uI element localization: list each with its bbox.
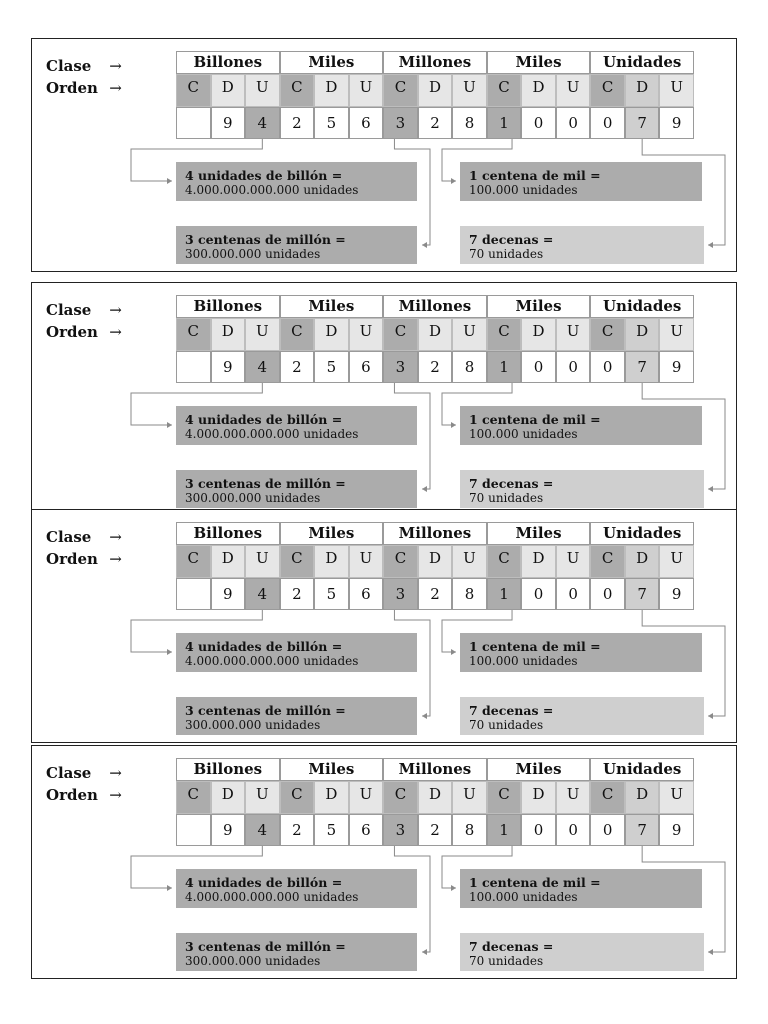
digit-cell: 0 [556,107,591,139]
class-header-cell: Unidades [590,758,694,781]
order-cell: U [452,74,487,107]
order-cell: C [383,545,418,578]
class-header-cell: Miles [280,522,384,545]
order-cell: C [590,318,625,351]
class-header-cell: Billones [176,295,280,318]
class-header-cell: Billones [176,51,280,74]
box-value: 300.000.000 unidades [185,491,321,505]
digit-cell: 1 [487,351,522,383]
box-title: 1 centena de mil = [469,639,601,654]
arrowhead-icon [167,649,172,655]
arrowhead-icon [167,422,172,428]
order-cell: D [418,74,453,107]
hundred-thousand-box [460,633,702,672]
arrowhead-icon [708,949,713,955]
digit-cell: 8 [452,814,487,846]
tens-box [460,470,704,508]
order-cell: D [521,781,556,814]
class-header-cell: Miles [487,522,591,545]
box-value: 100.000 unidades [469,183,578,197]
digit-cell: 2 [280,107,315,139]
digit-cell: 5 [314,107,349,139]
digit-cell: 9 [211,578,246,610]
box-value: 300.000.000 unidades [185,954,321,968]
order-cell: D [625,318,660,351]
box-title: 3 centenas de millón = [185,939,346,954]
clase-label: Clase [46,301,92,319]
order-cell: C [383,781,418,814]
place-value-panel [31,745,737,979]
order-cell: U [349,318,384,351]
digit-cell: 8 [452,107,487,139]
clase-label: Clase [46,528,92,546]
order-cell: U [659,318,694,351]
box-value: 4.000.000.000.000 unidades [185,183,359,197]
box-value: 70 unidades [469,718,544,732]
order-cell: C [590,781,625,814]
box-value: 100.000 unidades [469,890,578,904]
digit-cell: 9 [659,107,694,139]
class-header-cell: Millones [383,758,487,781]
order-cell: C [176,318,211,351]
right-arrow-icon: → [109,301,122,319]
order-cell: C [280,74,315,107]
order-cell: D [625,545,660,578]
arrowhead-icon [708,486,713,492]
box-value: 100.000 unidades [469,427,578,441]
digit-cell: 7 [625,814,660,846]
right-arrow-icon: → [109,79,122,97]
box-title: 3 centenas de millón = [185,703,346,718]
digit-cell: 4 [245,351,280,383]
digit-cell: 4 [245,814,280,846]
hundred-thousand-box [460,406,702,445]
box-value: 4.000.000.000.000 unidades [185,890,359,904]
class-header-cell: Unidades [590,51,694,74]
order-cell: U [556,545,591,578]
class-header-cell: Miles [280,51,384,74]
class-header-cell: Miles [487,295,591,318]
digit-cell: 3 [383,578,418,610]
order-cell: U [659,74,694,107]
order-cell: D [418,781,453,814]
order-cell: U [349,74,384,107]
order-cell: U [245,74,280,107]
order-cell: C [487,545,522,578]
box-title: 7 decenas = [469,232,554,247]
digit-cell: 2 [418,351,453,383]
order-cell: D [418,318,453,351]
class-header-cell: Millones [383,522,487,545]
order-cell: D [625,781,660,814]
order-cell: D [314,781,349,814]
right-arrow-icon: → [109,323,122,341]
right-arrow-icon: → [109,550,122,568]
order-cell: U [556,781,591,814]
order-cell: D [314,74,349,107]
orden-label: Orden [46,323,98,341]
digit-cell: 2 [280,814,315,846]
billion-units-box [176,633,417,672]
right-arrow-icon: → [109,786,122,804]
order-cell: U [452,545,487,578]
order-cell: C [487,318,522,351]
digit-cell: 0 [556,814,591,846]
right-arrow-icon: → [109,764,122,782]
order-cell: D [418,545,453,578]
arrowhead-icon [451,649,456,655]
class-header-cell: Millones [383,295,487,318]
digit-cell: 0 [590,107,625,139]
box-title: 4 unidades de billón = [185,168,343,183]
box-value: 70 unidades [469,247,544,261]
digit-cell: 3 [383,107,418,139]
order-cell: C [280,318,315,351]
arrowhead-icon [167,885,172,891]
order-cell: C [176,545,211,578]
hundred-million-box [176,933,417,971]
box-title: 7 decenas = [469,939,554,954]
digit-cell: 8 [452,578,487,610]
order-cell: D [521,318,556,351]
class-header-cell: Millones [383,51,487,74]
arrowhead-icon [708,242,713,248]
tens-box [460,697,704,735]
box-value: 4.000.000.000.000 unidades [185,427,359,441]
hundred-million-box [176,470,417,508]
order-cell: C [176,74,211,107]
order-cell: D [211,74,246,107]
digit-cell: 6 [349,814,384,846]
arrowhead-icon [422,949,427,955]
order-cell: D [314,545,349,578]
order-cell: D [625,74,660,107]
digit-cell: 1 [487,107,522,139]
clase-label: Clase [46,764,92,782]
digit-cell: 2 [280,578,315,610]
orden-label: Orden [46,550,98,568]
billion-units-box [176,162,417,201]
order-cell: U [556,74,591,107]
order-cell: U [245,318,280,351]
digit-cell: 4 [245,578,280,610]
order-cell: D [521,545,556,578]
order-cell: D [211,781,246,814]
digit-cell: 9 [659,351,694,383]
box-title: 3 centenas de millón = [185,232,346,247]
digit-cell: 0 [590,814,625,846]
box-title: 1 centena de mil = [469,875,601,890]
digit-cell: 6 [349,107,384,139]
box-value: 100.000 unidades [469,654,578,668]
orden-label: Orden [46,79,98,97]
digit-cell: 5 [314,814,349,846]
box-title: 7 decenas = [469,476,554,491]
arrowhead-icon [708,713,713,719]
order-cell: D [521,74,556,107]
digit-cell: 7 [625,578,660,610]
box-title: 3 centenas de millón = [185,476,346,491]
digit-cell: 9 [211,351,246,383]
class-header-cell: Unidades [590,522,694,545]
digit-cell: 2 [280,351,315,383]
order-cell: D [314,318,349,351]
class-header-cell: Billones [176,522,280,545]
order-cell: C [590,74,625,107]
order-cell: U [659,781,694,814]
orden-label: Orden [46,786,98,804]
digit-cell: 5 [314,351,349,383]
hundred-thousand-box [460,162,702,201]
arrowhead-icon [451,422,456,428]
order-cell: C [383,318,418,351]
box-title: 4 unidades de billón = [185,412,343,427]
digit-cell: 6 [349,351,384,383]
order-cell: C [280,545,315,578]
order-cell: U [349,545,384,578]
digit-cell: 1 [487,578,522,610]
billion-units-box [176,406,417,445]
place-value-panel [31,282,737,516]
digit-cell: 9 [211,107,246,139]
box-title: 4 unidades de billón = [185,639,343,654]
box-title: 1 centena de mil = [469,168,601,183]
arrowhead-icon [451,885,456,891]
place-value-panel [31,38,737,272]
box-value: 300.000.000 unidades [185,247,321,261]
order-cell: U [452,318,487,351]
digit-cell: 0 [556,351,591,383]
arrowhead-icon [422,713,427,719]
right-arrow-icon: → [109,57,122,75]
digit-cell: 1 [487,814,522,846]
digit-cell: 3 [383,814,418,846]
order-cell: D [211,318,246,351]
box-title: 1 centena de mil = [469,412,601,427]
class-header-cell: Miles [487,51,591,74]
digit-cell: 9 [659,578,694,610]
order-cell: C [280,781,315,814]
digit-cell: 0 [521,578,556,610]
order-cell: D [211,545,246,578]
digit-cell: 9 [659,814,694,846]
digit-cell: 9 [211,814,246,846]
class-header-cell: Miles [280,295,384,318]
digit-cell: 3 [383,351,418,383]
class-header-cell: Miles [280,758,384,781]
hundred-million-box [176,226,417,264]
box-title: 7 decenas = [469,703,554,718]
class-header-cell: Billones [176,758,280,781]
order-cell: U [452,781,487,814]
digit-cell: 2 [418,814,453,846]
digit-cell: 2 [418,107,453,139]
box-value: 4.000.000.000.000 unidades [185,654,359,668]
box-value: 300.000.000 unidades [185,718,321,732]
digit-cell: 0 [556,578,591,610]
digit-cell: 6 [349,578,384,610]
order-cell: U [245,781,280,814]
clase-label: Clase [46,57,92,75]
tens-box [460,933,704,971]
billion-units-box [176,869,417,908]
digit-cell: 5 [314,578,349,610]
order-cell: C [487,74,522,107]
order-cell: C [487,781,522,814]
class-header-cell: Unidades [590,295,694,318]
order-cell: C [176,781,211,814]
digit-cell: 7 [625,351,660,383]
digit-cell: 0 [590,578,625,610]
order-cell: U [556,318,591,351]
arrowhead-icon [422,242,427,248]
hundred-million-box [176,697,417,735]
arrowhead-icon [422,486,427,492]
order-cell: C [590,545,625,578]
digit-cell: 7 [625,107,660,139]
order-cell: U [659,545,694,578]
digit-cell: 0 [521,351,556,383]
order-cell: U [349,781,384,814]
digit-cell: 2 [418,578,453,610]
box-value: 70 unidades [469,491,544,505]
class-header-cell: Miles [487,758,591,781]
digit-cell: 0 [521,814,556,846]
box-title: 4 unidades de billón = [185,875,343,890]
arrowhead-icon [167,178,172,184]
box-value: 70 unidades [469,954,544,968]
order-cell: U [245,545,280,578]
digit-cell: 8 [452,351,487,383]
digit-cell: 0 [521,107,556,139]
hundred-thousand-box [460,869,702,908]
right-arrow-icon: → [109,528,122,546]
tens-box [460,226,704,264]
order-cell: C [383,74,418,107]
digit-cell: 4 [245,107,280,139]
digit-cell: 0 [590,351,625,383]
place-value-panel [31,509,737,743]
arrowhead-icon [451,178,456,184]
